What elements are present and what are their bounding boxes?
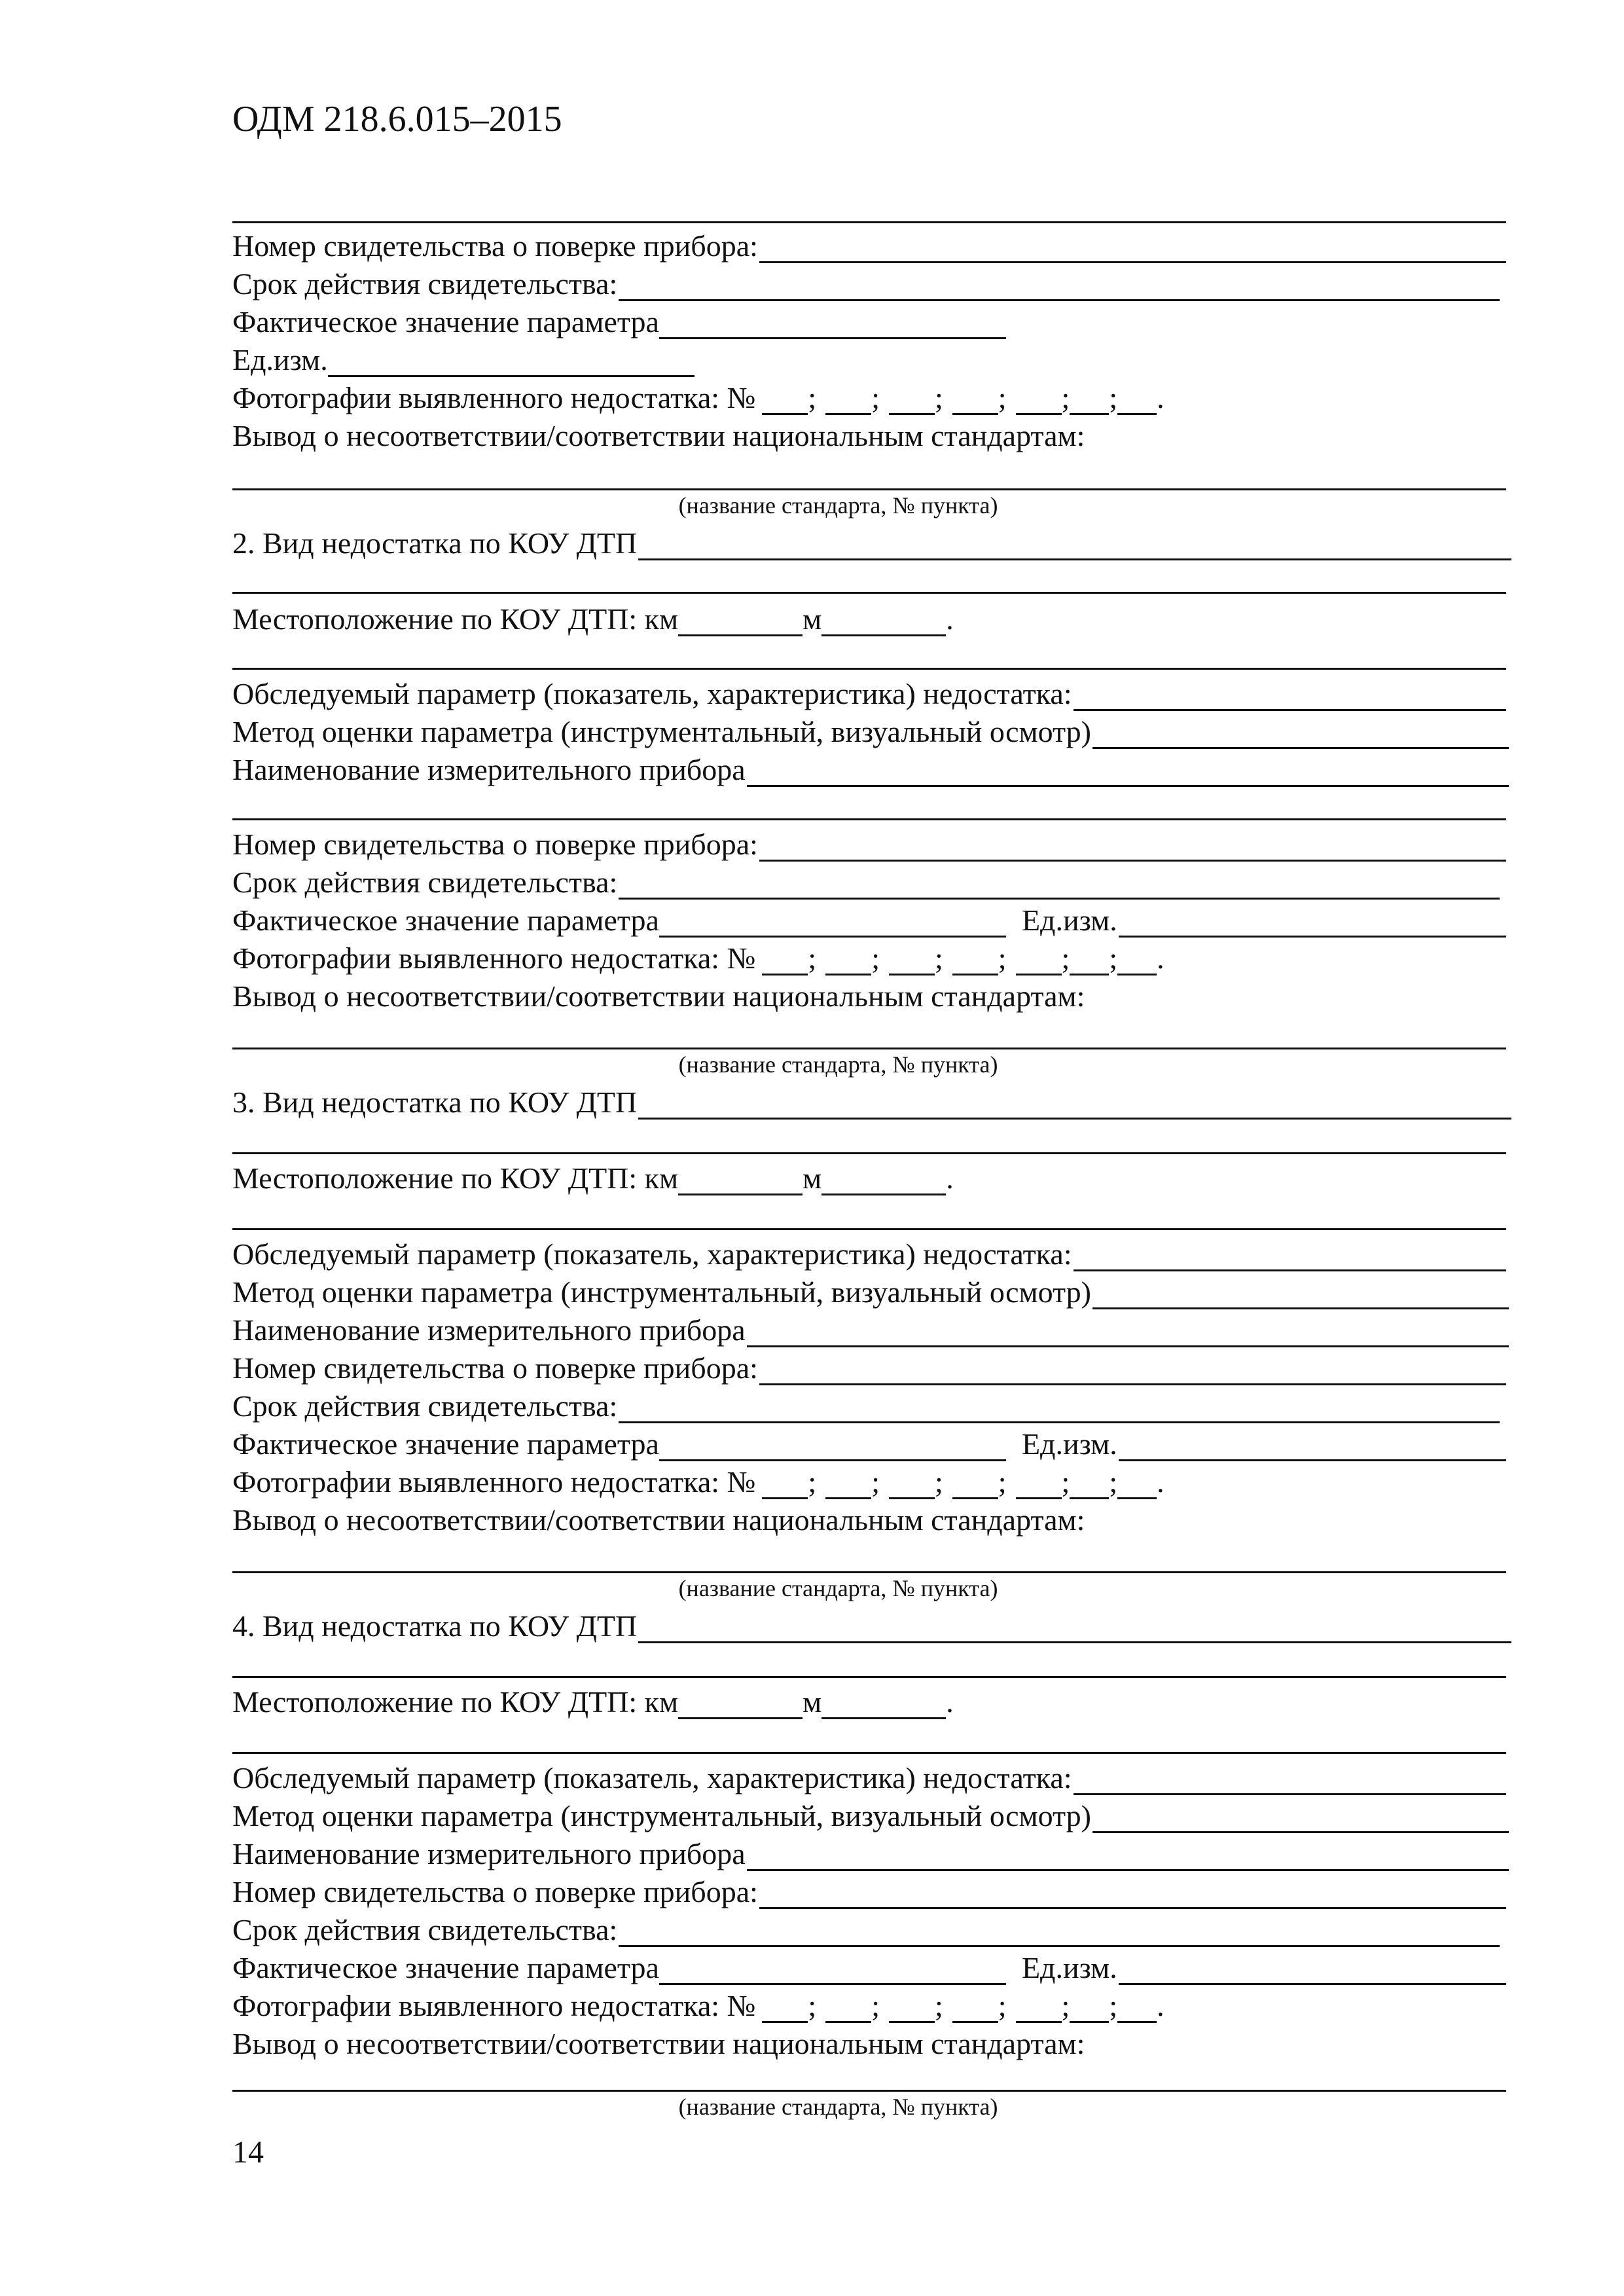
photo-field[interactable] xyxy=(1070,1471,1109,1499)
actual-value-row xyxy=(232,1423,1506,1461)
photo-field[interactable] xyxy=(952,387,998,415)
photos-row xyxy=(232,1985,1506,2023)
conclusion-row xyxy=(232,415,1506,453)
cert-number-row xyxy=(232,824,1506,862)
photo-field[interactable] xyxy=(1016,1471,1062,1499)
m-field[interactable] xyxy=(821,1167,946,1195)
parameter-label: Обследуемый параметр (показатель, характеристика) недостатка: xyxy=(232,677,1072,710)
cert-number-row xyxy=(232,1871,1506,1909)
separator: ; xyxy=(934,941,943,975)
conclusion-line[interactable] xyxy=(232,1571,1506,1573)
photo-field[interactable] xyxy=(889,387,935,415)
km-field[interactable] xyxy=(678,1167,803,1195)
section-title-row xyxy=(232,1605,1511,1643)
cert-validity-field[interactable] xyxy=(619,273,1500,301)
separator: ; xyxy=(1109,381,1118,414)
blank-line[interactable] xyxy=(232,592,1506,594)
method-row xyxy=(232,1795,1509,1833)
photos-row xyxy=(232,938,1506,975)
cert-validity-label: Срок действия свидетельства: xyxy=(232,267,618,301)
photo-field[interactable] xyxy=(825,1471,871,1499)
cert-number-row xyxy=(232,1347,1506,1385)
section-title: 2. Вид недостатка по КОУ ДТП xyxy=(232,526,638,560)
actual-value-field[interactable] xyxy=(659,1957,1006,1985)
photo-field[interactable] xyxy=(1070,1995,1109,2023)
cert-number-field[interactable] xyxy=(759,1357,1506,1385)
conclusion-row xyxy=(232,2023,1506,2061)
unit-field[interactable] xyxy=(1119,909,1506,938)
location-end: . xyxy=(946,1161,954,1195)
blank-line[interactable] xyxy=(232,1676,1506,1678)
page-number: 14 xyxy=(232,2135,264,2170)
instrument-label: Наименование измерительного прибора xyxy=(232,753,746,786)
photo-field[interactable] xyxy=(1117,387,1157,415)
photo-field[interactable] xyxy=(889,1471,935,1499)
separator: ; xyxy=(934,1989,943,2022)
photos-label: Фотографии выявленного недостатка: № xyxy=(232,1989,756,2022)
instrument-label: Наименование измерительного прибора xyxy=(232,1837,746,1870)
photo-field[interactable] xyxy=(889,947,935,975)
location-end: . xyxy=(946,602,954,636)
method-label: Метод оценки параметра (инструментальный, визуальный осмотр) xyxy=(232,1799,1091,1832)
photos-label: Фотографии выявленного недостатка: № xyxy=(232,381,756,414)
instrument-field[interactable] xyxy=(747,1843,1509,1871)
separator: ; xyxy=(1061,1465,1070,1499)
conclusion-label: Вывод о несоответствии/соответствии национальным стандартам: xyxy=(232,979,1085,1013)
separator: . xyxy=(1157,1989,1164,2022)
photos-label: Фотографии выявленного недостатка: № xyxy=(232,1465,756,1499)
actual-value-label: Фактическое значение параметра xyxy=(232,1427,659,1461)
cert-validity-row xyxy=(232,1909,1500,1947)
separator: ; xyxy=(934,381,943,414)
cert-number-label: Номер свидетельства о поверке прибора: xyxy=(232,229,758,263)
conclusion-row xyxy=(232,975,1506,1013)
photo-field[interactable] xyxy=(762,1995,808,2023)
km-field[interactable] xyxy=(678,1691,803,1719)
separator: ; xyxy=(1109,1989,1118,2022)
cert-validity-field[interactable] xyxy=(619,1919,1500,1947)
photo-field[interactable] xyxy=(1016,947,1062,975)
photo-field[interactable] xyxy=(762,387,808,415)
cert-number-field[interactable] xyxy=(759,1881,1506,1909)
actual-value-label: Фактическое значение параметра xyxy=(232,903,659,937)
parameter-field[interactable] xyxy=(1074,683,1506,711)
parameter-field[interactable] xyxy=(1074,1243,1506,1271)
photo-field[interactable] xyxy=(1117,1995,1157,2023)
cert-number-label: Номер свидетельства о поверке прибора: xyxy=(232,828,758,861)
blank-line[interactable] xyxy=(232,1152,1506,1154)
actual-value-field[interactable] xyxy=(659,909,1006,938)
location-label: Местоположение по КОУ ДТП: км xyxy=(232,1685,679,1719)
m-field[interactable] xyxy=(821,608,946,636)
photo-field[interactable] xyxy=(1070,947,1109,975)
unit-row xyxy=(232,339,1506,377)
conclusion-label: Вывод о несоответствии/соответствии национальным стандартам: xyxy=(232,1503,1085,1537)
m-label: м xyxy=(803,1685,822,1719)
separator: ; xyxy=(808,1465,817,1499)
photo-field[interactable] xyxy=(825,1995,871,2023)
location-row xyxy=(232,1157,1506,1195)
actual-value-row xyxy=(232,900,1506,938)
defect-type-field[interactable] xyxy=(638,532,1511,560)
actual-value-field[interactable] xyxy=(659,311,1006,339)
location-label: Местоположение по КОУ ДТП: км xyxy=(232,1161,679,1195)
photo-field[interactable] xyxy=(1070,387,1109,415)
section-title: 3. Вид недостатка по КОУ ДТП xyxy=(232,1085,638,1119)
method-field[interactable] xyxy=(1092,1805,1509,1833)
location-row xyxy=(232,1681,1506,1719)
parameter-row xyxy=(232,1233,1506,1271)
separator: ; xyxy=(871,381,880,414)
photo-field[interactable] xyxy=(952,947,998,975)
standard-caption: (название стандарта, № пункта) xyxy=(678,1575,998,1601)
unit-label: Ед.изм. xyxy=(232,343,328,376)
instrument-row xyxy=(232,1833,1509,1871)
method-field[interactable] xyxy=(1092,721,1509,749)
separator: ; xyxy=(808,941,817,975)
photo-field[interactable] xyxy=(1117,1471,1157,1499)
separator: ; xyxy=(998,941,1007,975)
photo-field[interactable] xyxy=(952,1995,998,2023)
location-row xyxy=(232,598,1506,636)
photo-field[interactable] xyxy=(762,947,808,975)
separator: ; xyxy=(1061,1989,1070,2022)
blank-line[interactable] xyxy=(232,818,1506,820)
method-field[interactable] xyxy=(1092,1281,1509,1309)
cert-validity-row xyxy=(232,1385,1500,1423)
photo-field[interactable] xyxy=(762,1471,808,1499)
separator: ; xyxy=(998,1465,1007,1499)
conclusion-line[interactable] xyxy=(232,1048,1506,1049)
standard-caption: (название стандарта, № пункта) xyxy=(678,1051,998,1078)
method-label: Метод оценки параметра (инструментальный, визуальный осмотр) xyxy=(232,715,1091,748)
cert-validity-field[interactable] xyxy=(619,871,1500,900)
km-field[interactable] xyxy=(678,608,803,636)
m-label: м xyxy=(803,602,822,636)
section-title-row xyxy=(232,522,1511,560)
cert-validity-row xyxy=(232,862,1500,900)
photo-field[interactable] xyxy=(1016,387,1062,415)
conclusion-label: Вывод о несоответствии/соответствии национальным стандартам: xyxy=(232,2027,1085,2060)
conclusion-label: Вывод о несоответствии/соответствии национальным стандартам: xyxy=(232,419,1085,452)
actual-value-label: Фактическое значение параметра xyxy=(232,1951,659,1984)
cert-number-field[interactable] xyxy=(759,833,1506,862)
cert-number-label: Номер свидетельства о поверке прибора: xyxy=(232,1351,758,1385)
cert-number-field[interactable] xyxy=(759,235,1506,263)
cert-validity-field[interactable] xyxy=(619,1395,1500,1423)
separator: ; xyxy=(1061,381,1070,414)
document-code: ОДМ 218.6.015–2015 xyxy=(232,99,562,139)
cert-number-label: Номер свидетельства о поверке прибора: xyxy=(232,1875,758,1908)
separator: ; xyxy=(934,1465,943,1499)
section-title-row xyxy=(232,1082,1511,1120)
actual-value-row xyxy=(232,1947,1506,1985)
blank-line[interactable] xyxy=(232,1752,1506,1754)
parameter-field[interactable] xyxy=(1074,1767,1506,1795)
m-field[interactable] xyxy=(821,1691,946,1719)
photos-label: Фотографии выявленного недостатка: № xyxy=(232,941,756,975)
unit-label: Ед.изм. xyxy=(1021,1427,1117,1461)
photos-row xyxy=(232,377,1506,415)
conclusion-line[interactable] xyxy=(232,488,1506,490)
parameter-row xyxy=(232,673,1506,711)
separator: ; xyxy=(871,1465,880,1499)
separator: ; xyxy=(1061,941,1070,975)
method-row xyxy=(232,711,1509,749)
conclusion-row xyxy=(232,1499,1506,1537)
separator: . xyxy=(1157,381,1164,414)
instrument-field[interactable] xyxy=(747,1319,1509,1347)
instrument-row xyxy=(232,749,1509,787)
location-end: . xyxy=(946,1685,954,1719)
separator: . xyxy=(1157,941,1164,975)
standard-caption: (название стандарта, № пункта) xyxy=(678,2094,998,2120)
cert-validity-label: Срок действия свидетельства: xyxy=(232,1913,618,1946)
defect-type-field[interactable] xyxy=(638,1615,1511,1643)
standard-caption: (название стандарта, № пункта) xyxy=(678,492,998,519)
instrument-field[interactable] xyxy=(747,759,1509,787)
parameter-row xyxy=(232,1757,1506,1795)
photo-field[interactable] xyxy=(952,1471,998,1499)
cert-validity-label: Срок действия свидетельства: xyxy=(232,1389,618,1423)
parameter-label: Обследуемый параметр (показатель, характеристика) недостатка: xyxy=(232,1237,1072,1271)
separator: ; xyxy=(808,381,817,414)
separator: ; xyxy=(998,381,1007,414)
actual-value-field[interactable] xyxy=(659,1433,1006,1461)
photo-field[interactable] xyxy=(1117,947,1157,975)
unit-label: Ед.изм. xyxy=(1021,903,1117,937)
unit-field[interactable] xyxy=(1119,1957,1506,1985)
separator: ; xyxy=(871,1989,880,2022)
section-title: 4. Вид недостатка по КОУ ДТП xyxy=(232,1609,638,1643)
separator: ; xyxy=(871,941,880,975)
cert-validity-row xyxy=(232,263,1500,301)
separator: ; xyxy=(808,1989,817,2022)
blank-line[interactable] xyxy=(232,1228,1506,1230)
photo-field[interactable] xyxy=(889,1995,935,2023)
photos-row xyxy=(232,1461,1506,1499)
instrument-label: Наименование измерительного прибора xyxy=(232,1313,746,1347)
blank-line[interactable] xyxy=(232,668,1506,670)
photo-field[interactable] xyxy=(825,387,871,415)
unit-field[interactable] xyxy=(328,349,695,377)
m-label: м xyxy=(803,1161,822,1195)
method-row xyxy=(232,1271,1509,1309)
separator: ; xyxy=(998,1989,1007,2022)
parameter-label: Обследуемый параметр (показатель, характеристика) недостатка: xyxy=(232,1761,1072,1795)
instrument-row xyxy=(232,1309,1509,1347)
separator: ; xyxy=(1109,1465,1118,1499)
separator: . xyxy=(1157,1465,1164,1499)
actual-value-label: Фактическое значение параметра xyxy=(232,305,659,338)
unit-field[interactable] xyxy=(1119,1433,1506,1461)
defect-type-field[interactable] xyxy=(638,1091,1511,1120)
photo-field[interactable] xyxy=(1016,1995,1062,2023)
cert-validity-label: Срок действия свидетельства: xyxy=(232,866,618,899)
photo-field[interactable] xyxy=(825,947,871,975)
unit-label: Ед.изм. xyxy=(1021,1951,1117,1984)
conclusion-line[interactable] xyxy=(232,2090,1506,2092)
method-label: Метод оценки параметра (инструментальный, визуальный осмотр) xyxy=(232,1275,1091,1309)
location-label: Местоположение по КОУ ДТП: км xyxy=(232,602,679,636)
actual-value-row xyxy=(232,301,1506,339)
cert-number-row xyxy=(232,225,1506,263)
separator: ; xyxy=(1109,941,1118,975)
blank-line[interactable] xyxy=(232,221,1506,223)
